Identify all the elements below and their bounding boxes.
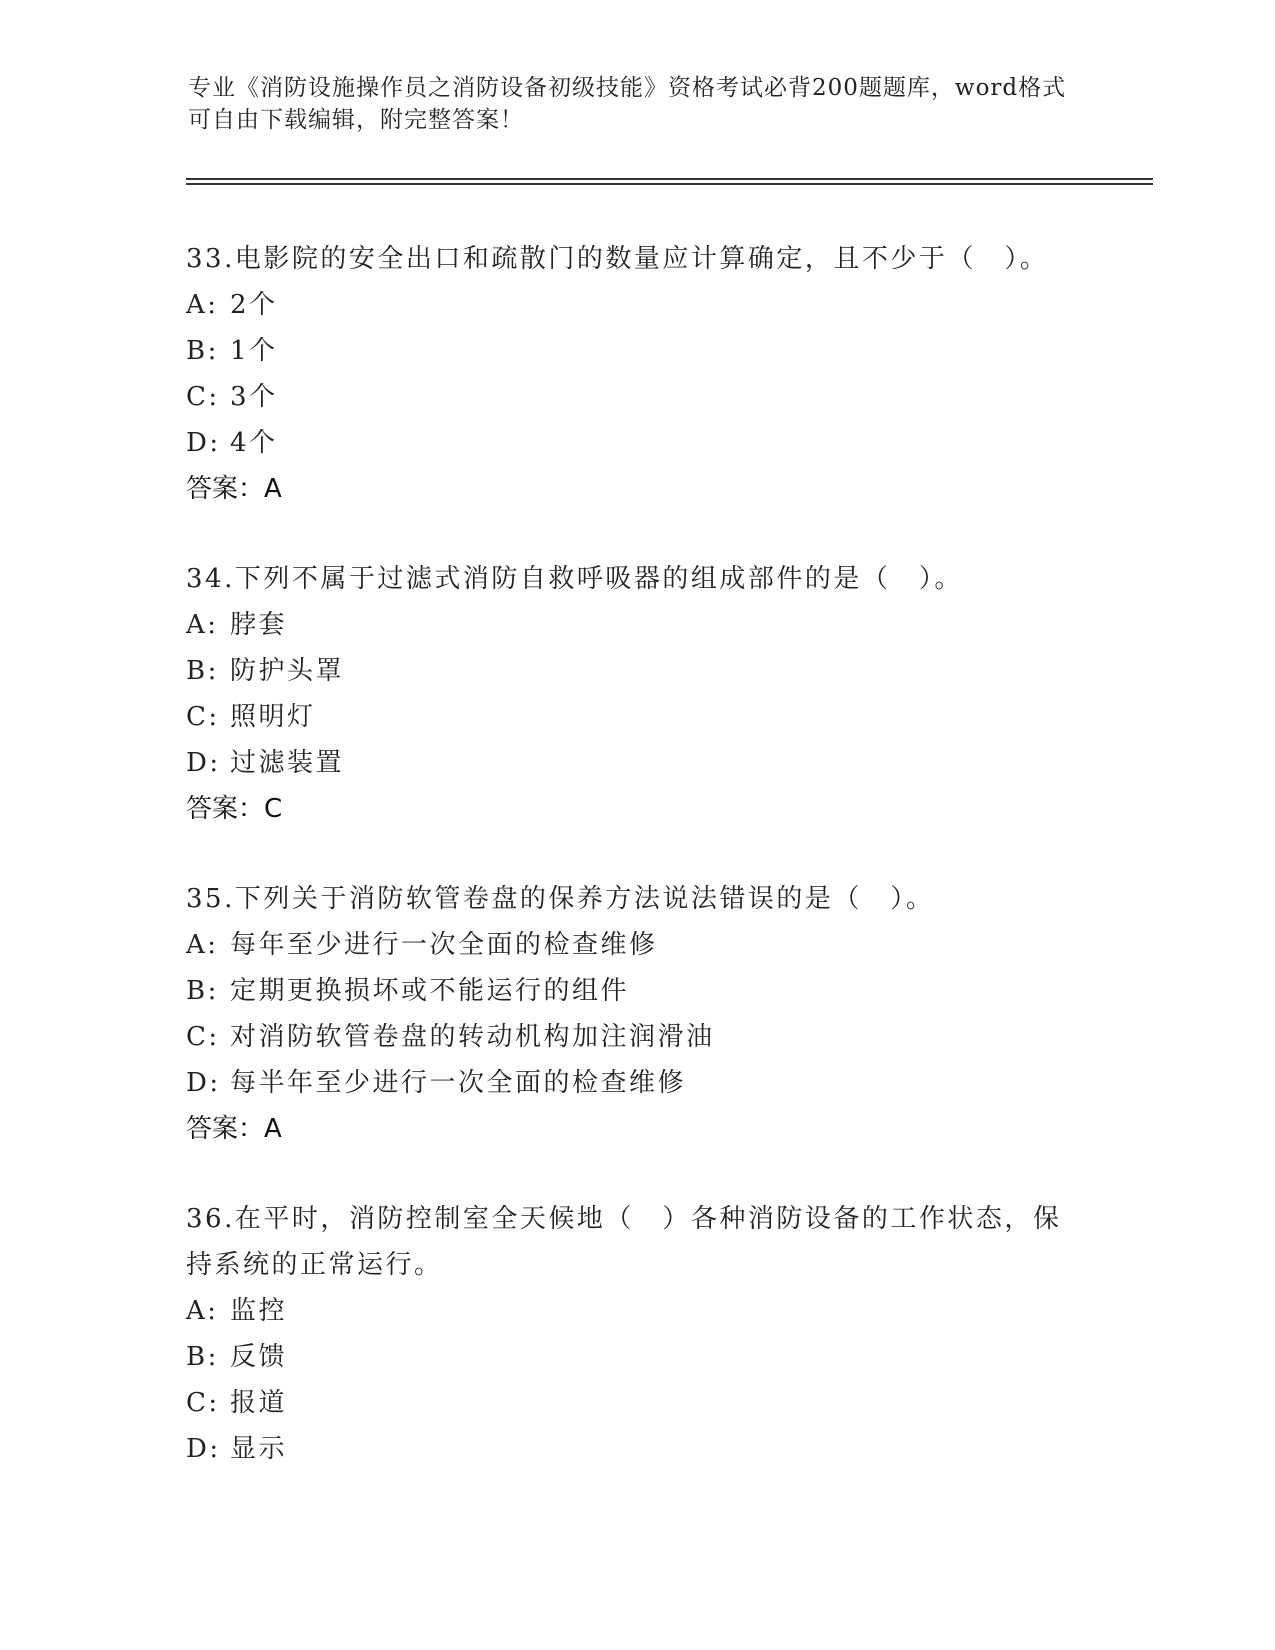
option-d (186, 740, 1086, 786)
option-key: C: (186, 702, 220, 732)
option-key: D: (186, 748, 221, 778)
option-key: B: (186, 1342, 219, 1372)
question-35 (186, 876, 1086, 1152)
question-34 (186, 556, 1086, 832)
option-text: 对消防软管卷盘的转动机构加注润滑油 (230, 1022, 715, 1052)
option-key: B: (186, 336, 219, 366)
question-36 (186, 1196, 1086, 1472)
option-d (186, 1426, 1086, 1472)
option-text: 脖套 (230, 610, 288, 640)
option-c (186, 1380, 1086, 1426)
option-key: A: (186, 610, 219, 640)
option-text: 4个 (230, 428, 278, 458)
option-key: A: (186, 290, 219, 320)
option-key: A: (186, 930, 219, 960)
option-key: C: (186, 1388, 220, 1418)
option-text: 每半年至少进行一次全面的检查维修 (230, 1068, 687, 1098)
option-key: D: (186, 1434, 221, 1464)
option-a (186, 282, 1086, 328)
option-key: D: (186, 428, 221, 458)
option-text: 照明灯 (230, 702, 316, 732)
option-key: A: (186, 1296, 219, 1326)
option-text: 每年至少进行一次全面的检查维修 (230, 930, 658, 960)
option-key: B: (186, 976, 219, 1006)
question-stem: 33.电影院的安全出口和疏散门的数量应计算确定，且不少于（ ）。 (186, 244, 1049, 274)
question-stem: 36.在平时，消防控制室全天候地（ ）各种消防设备的工作状态，保持系统的正常运行。 (186, 1204, 1062, 1280)
option-text: 防护头罩 (230, 656, 345, 686)
answer-label: 答案：A (186, 474, 282, 504)
option-key: B: (186, 656, 219, 686)
document-header: 专业《消防设施操作员之消防设备初级技能》资格考试必背200题题库，word格式可自由下载编辑，附完整答案！ (188, 75, 1067, 133)
question-stem: 34.下列不属于过滤式消防自救呼吸器的组成部件的是（ ）。 (186, 564, 963, 594)
option-c (186, 1014, 1086, 1060)
option-text: 3个 (230, 382, 278, 412)
header-divider-top (186, 178, 1153, 180)
option-c (186, 374, 1086, 420)
option-text: 2个 (230, 290, 278, 320)
option-text: 显示 (230, 1434, 288, 1464)
option-a (186, 602, 1086, 648)
option-d (186, 420, 1086, 466)
option-text: 反馈 (230, 1342, 288, 1372)
option-key: C: (186, 1022, 220, 1052)
option-a (186, 922, 1086, 968)
answer-label: 答案：C (186, 794, 283, 824)
answer-label: 答案：A (186, 1114, 282, 1144)
header-divider-bottom (186, 183, 1153, 185)
option-b (186, 328, 1086, 374)
option-b (186, 968, 1086, 1014)
option-b (186, 1334, 1086, 1380)
question-33 (186, 236, 1086, 512)
option-key: C: (186, 382, 220, 412)
option-text: 监控 (230, 1296, 288, 1326)
option-a (186, 1288, 1086, 1334)
option-text: 过滤装置 (230, 748, 345, 778)
option-b (186, 648, 1086, 694)
question-stem: 35.下列关于消防软管卷盘的保养方法说法错误的是（ ）。 (186, 884, 935, 914)
option-key: D: (186, 1068, 221, 1098)
option-c (186, 694, 1086, 740)
option-text: 1个 (230, 336, 278, 366)
option-text: 报道 (230, 1388, 288, 1418)
option-d (186, 1060, 1086, 1106)
option-text: 定期更换损坏或不能运行的组件 (230, 976, 630, 1006)
